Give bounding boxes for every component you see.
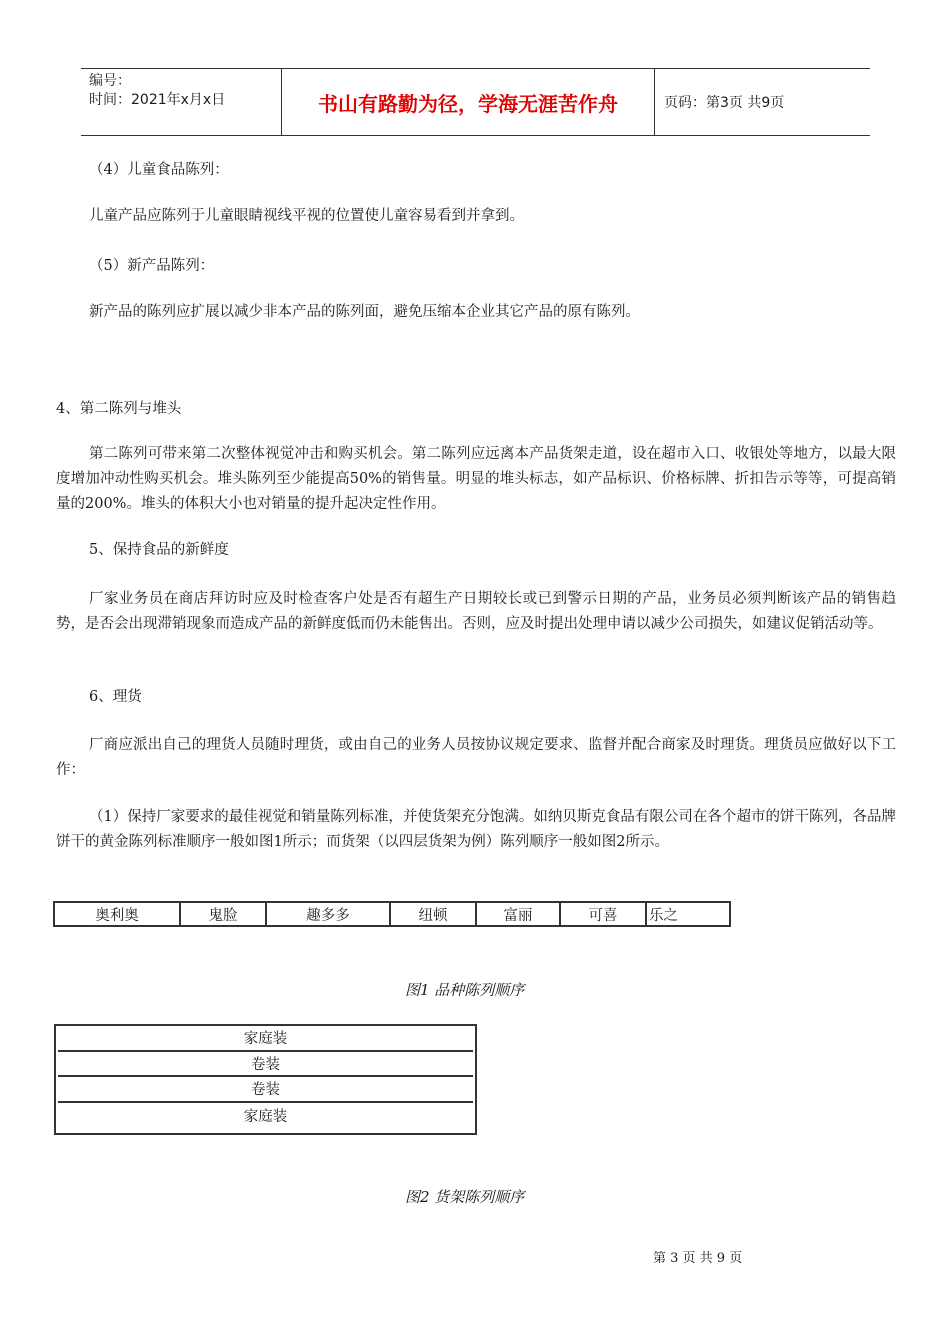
section6-item1: （1）保持厂家要求的最佳视觉和销量陈列标准，并使货架充分饱满。如纳贝斯克食品有限公司在各个超市的饼干陈列，各品牌饼干的黄金陈列标准顺序一般如图1所示；而货架（以四层货架为例）陈列顺序一般如图2所示。	[56, 809, 896, 850]
section4-heading: 4、第二陈列与堆头	[56, 401, 182, 417]
shelf-row: 卷装	[58, 1052, 473, 1078]
page-header	[81, 68, 870, 136]
figure2-caption: 图2 货架陈列顺序	[405, 1188, 525, 1206]
item4-text: 儿童产品应陈列于儿童眼睛视线平视的位置使儿童容易看到并拿到。	[89, 208, 524, 224]
shelf-order-table	[54, 1024, 477, 1135]
section5-heading: 5、保持食品的新鲜度	[89, 542, 229, 558]
brand-cell: 纽顿	[391, 903, 477, 925]
section6-heading: 6、理货	[89, 689, 142, 705]
figure1-caption: 图1 品种陈列顺序	[405, 981, 525, 999]
item4-heading: （4）儿童食品陈列：	[89, 162, 229, 178]
shelf-row: 卷装	[58, 1077, 473, 1103]
shelf-row: 家庭装	[58, 1026, 473, 1052]
item5-heading: （5）新产品陈列：	[89, 258, 215, 274]
brand-cell: 富丽	[477, 903, 561, 925]
header-meta	[81, 69, 281, 135]
page-footer: 第 3 页 共 9 页	[653, 1251, 743, 1266]
section5-text: 厂家业务员在商店拜访时应及时检查客户处是否有超生产日期较长或已到警示日期的产品，业务员必须判断该产品的销售趋势，是否会出现滞销现象而造成产品的新鲜度低而仍未能售出。否则，应及时提出处理申请以减少公司损失，如建议促销活动等。	[56, 591, 896, 632]
shelf-row: 家庭装	[243, 1108, 288, 1125]
item5-text: 新产品的陈列应扩展以减少非本产品的陈列面，避免压缩本企业其它产品的原有陈列。	[89, 304, 640, 320]
brand-cell: 乐之	[649, 907, 678, 924]
section6-text: 厂商应派出自己的理货人员随时理货，或由自己的业务人员按协议规定要求、监督并配合商家及时理货。理货员应做好以下工作：	[56, 737, 896, 778]
time-label: 时间：2021年x月x日	[89, 92, 226, 108]
brand-cell: 鬼脸	[181, 903, 267, 925]
brand-order-table	[53, 901, 731, 927]
header-page-info: 页码：第3页 共9页	[664, 95, 785, 111]
header-motto: 书山有路勤为径，学海无涯苦作舟	[281, 69, 655, 135]
brand-cell: 奥利奥	[55, 903, 181, 925]
section4-text: 第二陈列可带来第二次整体视觉冲击和购买机会。第二陈列应远离本产品货架走道，设在超市入口、收银处等地方，以最大限度增加冲动性购买机会。堆头陈列至少能提高50%的销售量。明显的堆头标志，如产品标识、价格标牌、折扣告示等等，可提高销量的200%。堆头的体积大小也对销量的提升起决定性作用。	[56, 446, 896, 512]
brand-cell: 可喜	[561, 903, 647, 925]
code-label: 编号：	[89, 73, 131, 89]
brand-cell: 趣多多	[267, 903, 391, 925]
